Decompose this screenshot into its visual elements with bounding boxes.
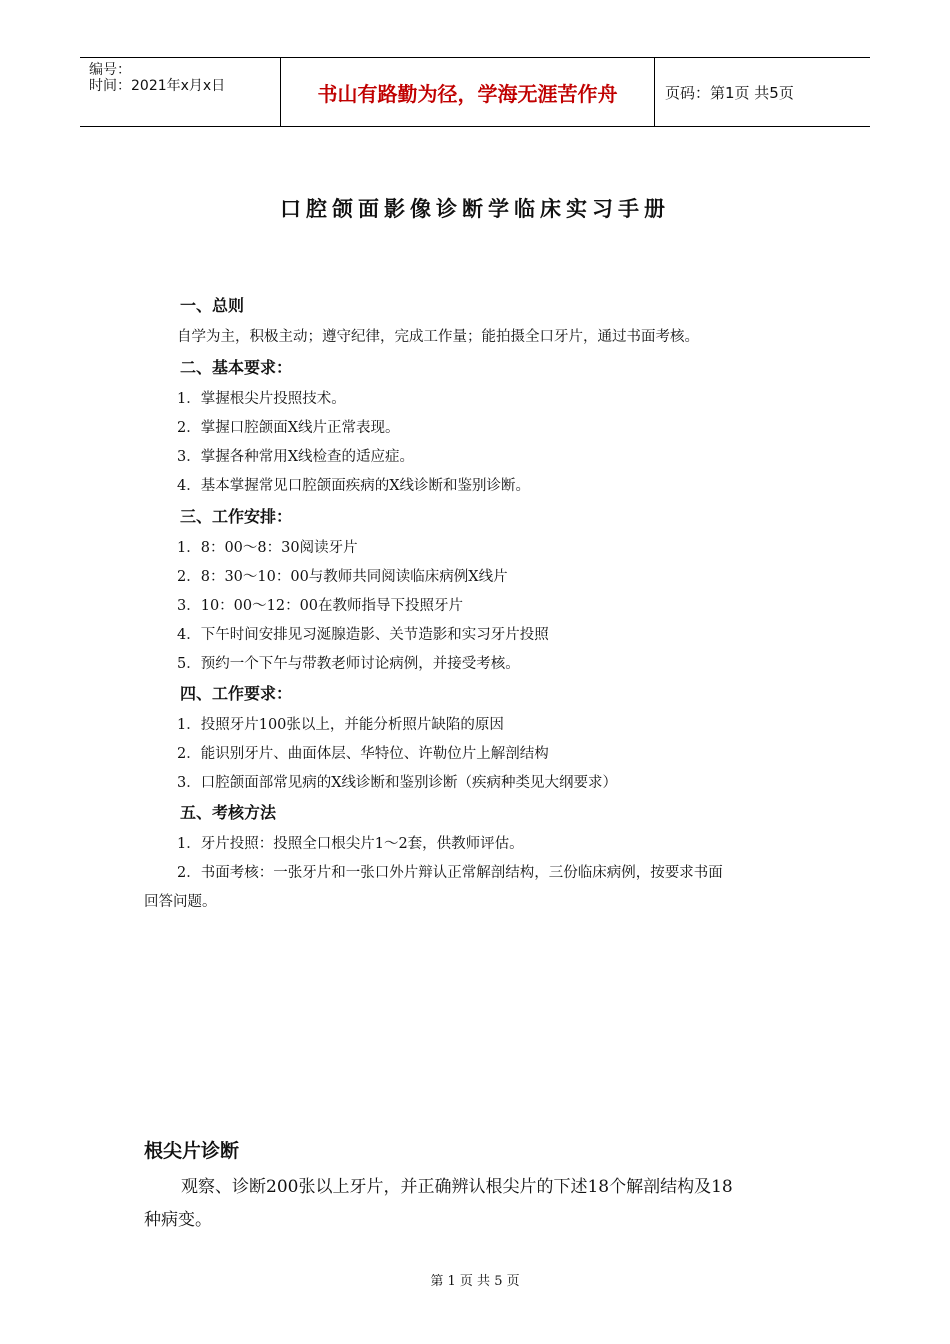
subsection-title: 根尖片诊断	[144, 1140, 240, 1162]
section-line: 1．投照牙片100张以上，并能分析照片缺陷的原因	[177, 717, 504, 733]
page-header	[80, 57, 870, 127]
section-line: 4．基本掌握常见口腔颌面疾病的X线诊断和鉴别诊断。	[177, 478, 531, 494]
document-title: 口腔颌面影像诊断学临床实习手册	[280, 197, 670, 221]
header-motto: 书山有路勤为径，学海无涯苦作舟	[281, 58, 655, 126]
section-heading-general: 一、总则	[180, 296, 245, 315]
section-line: 1．牙片投照：投照全口根尖片1～2套，供教师评估。	[177, 836, 524, 852]
section-line: 3．掌握各种常用X线检查的适应症。	[177, 449, 415, 465]
section-heading-assessment: 五、考核方法	[180, 803, 277, 822]
section-heading-basic-requirements: 二、基本要求：	[180, 358, 293, 377]
time-label: 时间：2021年x月x日	[89, 78, 226, 94]
section-line: 1．掌握根尖片投照技术。	[177, 391, 346, 407]
section-heading-work-requirements: 四、工作要求：	[180, 684, 293, 703]
section-line: 自学为主，积极主动；遵守纪律，完成工作量；能拍摄全口牙片，通过书面考核。	[177, 329, 699, 345]
section-line: 2．掌握口腔颌面X线片正常表现。	[177, 420, 400, 436]
section-line: 2．能识别牙片、曲面体层、华特位、许勒位片上解剖结构	[177, 746, 549, 762]
section-line: 回答问题。	[144, 894, 217, 910]
section-line: 3．口腔颌面部常见病的X线诊断和鉴别诊断（疾病种类见大纲要求）	[177, 775, 618, 791]
paragraph-line: 种病变。	[144, 1210, 212, 1230]
section-line: 3．10：00～12：00在教师指导下投照牙片	[177, 598, 464, 614]
section-line: 1．8：00～8：30阅读牙片	[177, 540, 358, 556]
section-line: 2．8：30～10：00与教师共同阅读临床病例X线片	[177, 569, 508, 585]
page-footer: 第 1 页 共 5 页	[430, 1274, 520, 1289]
paragraph-line: 观察、诊断200张以上牙片，并正确辨认根尖片的下述18个解剖结构及18	[181, 1177, 733, 1197]
section-line: 2．书面考核：一张牙片和一张口外片辩认正常解剖结构，三份临床病例，按要求书面	[177, 865, 723, 881]
section-line: 5．预约一个下午与带教老师讨论病例，并接受考核。	[177, 656, 520, 672]
section-line: 4．下午时间安排见习涎腺造影、关节造影和实习牙片投照	[177, 627, 549, 643]
header-page-label: 页码：第1页 共5页	[665, 83, 794, 102]
number-label: 编号：	[89, 62, 131, 78]
section-heading-work-schedule: 三、工作安排：	[180, 507, 293, 526]
header-meta	[80, 58, 281, 126]
